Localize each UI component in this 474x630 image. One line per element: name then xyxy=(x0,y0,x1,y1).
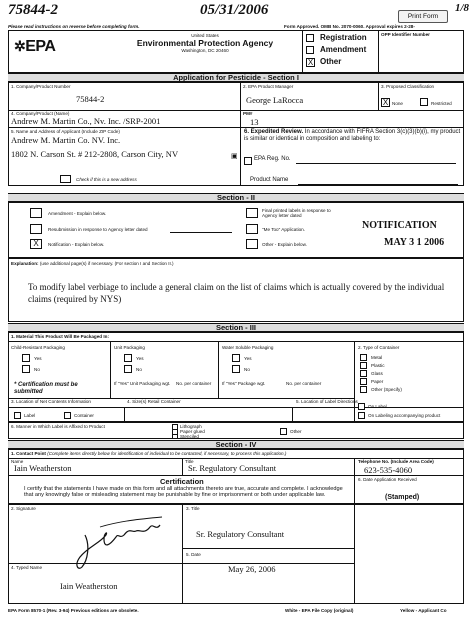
section2-title: Section - II xyxy=(8,193,464,202)
crp-label: Child-Resistant Packaging xyxy=(11,345,65,350)
f4-label: 4. Company/Product (Name) xyxy=(11,111,70,116)
container-glass-checkbox[interactable] xyxy=(360,370,367,377)
affix-paper-glued: Paper glued xyxy=(180,429,205,434)
stamped-label: (Stamped) xyxy=(385,494,420,501)
section1-title: Application for Pesticide - Section I xyxy=(8,73,464,82)
expedited-review-checkbox[interactable] xyxy=(244,157,252,165)
f2-label: 2. EPA Product Manager xyxy=(243,84,294,89)
form-number: EPA Form 8570-1 (Rev. 3-94) Previous editions are obsolete. xyxy=(8,608,139,613)
other-label: Other xyxy=(320,57,342,66)
date-label: 5. Date xyxy=(186,552,201,557)
new-address-checkbox[interactable] xyxy=(60,175,71,183)
applicant-name[interactable]: Andrew M. Martin Co. NV. Inc. xyxy=(11,135,121,145)
explanation-text[interactable]: To modify label verbiage to include a general claim on the list of claims which is actually covered by the individual claims (required by NYS) xyxy=(28,282,445,304)
net-container-checkbox[interactable] xyxy=(64,412,71,419)
container-other-label: Other (Specify) xyxy=(371,387,402,392)
expedited-review: 6. Expedited Review. In accordance with FIFRA Section 3(c)(3)(b)(i), my product is similar or identical in composition and labeling to: xyxy=(244,129,461,142)
typed-name[interactable]: Iain Weatherston xyxy=(60,581,118,591)
directions-labeling: On Labeling accompanying product xyxy=(368,413,441,418)
container-plastic-checkbox[interactable] xyxy=(360,362,367,369)
signature-label: 2. Signature xyxy=(11,506,36,511)
net-label-checkbox[interactable] xyxy=(14,412,21,419)
s3-f1-label: 1. Material This Product Will Be Packaged In: xyxy=(11,334,109,339)
directions-on-label-checkbox[interactable] xyxy=(358,403,365,410)
affix-other-checkbox[interactable] xyxy=(280,428,287,435)
opt-final-labels-label: Final printed labels in response to Agency letter dated xyxy=(262,208,331,219)
name-label: Name xyxy=(11,459,24,464)
wsp-yes-label: Yes xyxy=(244,356,252,361)
agency-name: Environmental Protection Agency xyxy=(136,38,274,49)
phone-label: Telephone No. (Include Area Code) xyxy=(358,459,434,464)
container-metal-label: Metal xyxy=(371,355,383,360)
date-received-label: 6. Date Application Received xyxy=(358,477,417,482)
address-arrow-icon: ▣ xyxy=(231,153,238,160)
wsp-wgt-label: If "Yes" Package wgt. xyxy=(222,381,266,386)
f1-label: 1. Company/Product Number xyxy=(11,84,71,89)
unit-yes-checkbox[interactable] xyxy=(124,354,132,362)
product-manager[interactable]: George LaRocca xyxy=(246,95,304,105)
wsp-yes-checkbox[interactable] xyxy=(232,354,240,362)
handwritten-product-number: 75844-2 xyxy=(8,2,58,18)
agency-address: Washington, DC 20460 xyxy=(181,48,229,54)
contact-point: 1. Contact Point (Complete items directly below for identification of individual to be contacted, if necessary, to process this application.) xyxy=(11,451,287,456)
directions-labeling-checkbox[interactable] xyxy=(358,412,365,419)
contact-name[interactable]: Iain Weatherston xyxy=(14,463,72,473)
container-paper-label: Paper xyxy=(371,379,384,384)
notification-stamp-date: MAY 3 1 2006 xyxy=(384,237,445,248)
opt-amendment-label: Amendment - Explain below. xyxy=(48,211,107,216)
affix-lithograph: Lithograph xyxy=(180,424,202,429)
container-metal-checkbox[interactable] xyxy=(360,354,367,361)
crp-no-checkbox[interactable] xyxy=(22,365,30,373)
opt-resubmission-checkbox[interactable] xyxy=(30,224,42,234)
f5-label: 5. Name and Address of Applicant (Include ZIP Code) xyxy=(11,129,120,134)
classification-restricted-label: Restricted xyxy=(431,101,452,106)
opt-notification-checkbox[interactable]: X xyxy=(30,239,42,249)
container-plastic-label: Plastic xyxy=(371,363,385,368)
amendment-checkbox[interactable] xyxy=(306,46,314,54)
affix-stenciled: Stenciled xyxy=(180,434,199,439)
s3-f6-label: 6. Manner in Which Label is Affixed to Product xyxy=(11,424,105,429)
classification-none-checkbox[interactable]: X xyxy=(382,98,389,107)
directions-on-label: On Label xyxy=(368,404,387,409)
print-form-button[interactable]: Print Form xyxy=(398,10,448,23)
product-name-label: Product Name xyxy=(250,177,289,183)
affix-stenciled-checkbox[interactable] xyxy=(172,434,178,439)
section3-title: Section - III xyxy=(8,323,464,332)
certification-text: I certify that the statements I have made on this form and all attachments thereto are true, accurate and complete. I acknowledge that any knowingly false or misleading statement may be punishable by fine or imprisonment or both under applicable law. xyxy=(24,486,343,499)
opt-me-too-label: "Me Too" Application. xyxy=(262,227,306,232)
classification-restricted-checkbox[interactable] xyxy=(420,98,428,106)
company-product-number[interactable]: 75844-2 xyxy=(76,94,105,104)
wsp-no-label: No xyxy=(244,367,250,372)
pm-label: PM# xyxy=(243,111,253,116)
opt-amendment-checkbox[interactable] xyxy=(30,208,42,218)
crp-yes-label: Yes xyxy=(34,356,42,361)
crp-yes-checkbox[interactable] xyxy=(22,354,30,362)
s3-f3-label: 3. Location of Net Contents Information xyxy=(11,399,91,404)
s3-f5-label: 5. Location of Label Directions xyxy=(296,399,358,404)
copy-yellow: Yellow - Applicant Co xyxy=(400,608,447,613)
section4-title: Section - IV xyxy=(8,440,464,449)
agency-line1: United States xyxy=(191,33,219,38)
signature-date[interactable]: May 26, 2006 xyxy=(228,564,276,574)
wsp-no-checkbox[interactable] xyxy=(232,365,240,373)
container-paper-checkbox[interactable] xyxy=(360,378,367,385)
container-other-checkbox[interactable] xyxy=(360,386,367,393)
title3-label: 3. Title xyxy=(186,506,200,511)
s3-f4-label: 4. Size(s) Retail Container xyxy=(127,399,181,404)
applicant-address[interactable]: 1802 N. Carson St. # 212-2808, Carson City, NV xyxy=(11,149,179,159)
company-product-name[interactable]: Andrew M. Martin Co., Nv. Inc. /SRP-2001 xyxy=(11,116,161,126)
other-checkbox[interactable]: X xyxy=(307,58,314,67)
unit-yes-label: Yes xyxy=(136,356,144,361)
unit-packaging-label: Unit Packaging xyxy=(114,345,145,350)
opp-identifier-label: OPP Identifier Number xyxy=(381,32,430,37)
opt-other-label: Other - Explain below. xyxy=(262,242,307,247)
classification-none-label: None xyxy=(392,101,403,106)
signature-scribble[interactable] xyxy=(60,505,170,575)
registration-label: Registration xyxy=(320,33,367,42)
opt-final-labels-checkbox[interactable] xyxy=(246,208,258,218)
registration-checkbox[interactable] xyxy=(306,34,314,42)
container-type-label: 2. Type of Container xyxy=(358,345,400,350)
amendment-label: Amendment xyxy=(320,45,367,54)
instructions-note: Please read instructions on reverse before completing form. xyxy=(8,24,140,29)
unit-wgt-label: If "Yes" Unit Packaging wgt. xyxy=(114,381,171,386)
unit-no-per-container-label: No. per container xyxy=(176,381,212,386)
unit-no-checkbox[interactable] xyxy=(124,365,132,373)
opt-other-checkbox[interactable] xyxy=(246,239,258,249)
opt-notification-label: Notification - Explain below. xyxy=(48,242,105,247)
contact-phone[interactable]: 623-535-4060 xyxy=(364,465,413,475)
certification-title: Certification xyxy=(160,477,204,486)
pm-number[interactable]: 13 xyxy=(250,117,259,127)
omb-note: Form Approved. OMB No. 2070-0060. Approval expires 2-28- xyxy=(284,24,415,29)
unit-no-label: No xyxy=(136,367,142,372)
handwritten-date: 05/31/2006 xyxy=(200,2,269,18)
signer-title[interactable]: Sr. Regulatory Consultant xyxy=(196,529,285,539)
net-label-label: Label xyxy=(24,413,36,418)
copy-white: White - EPA File Copy (original) xyxy=(285,608,354,613)
container-glass-label: Glass xyxy=(371,371,383,376)
certification-note: * Certification must be submitted xyxy=(14,382,78,395)
explanation-label: Explanation: (use additional page(s) if necessary. (For section I and Section II.) xyxy=(11,261,174,266)
opt-me-too-checkbox[interactable] xyxy=(246,224,258,234)
opt-resubmission-label: Resubmission in response to Agency letter dated xyxy=(48,227,148,232)
typed-name-label: 4. Typed Name xyxy=(11,565,43,570)
crp-no-label: No xyxy=(34,367,40,372)
wsp-label: Water Soluble Packaging xyxy=(222,345,274,350)
contact-title[interactable]: Sr. Regulatory Consultant xyxy=(188,463,277,473)
handwritten-page: 1/8 xyxy=(455,2,470,14)
new-address-label: Check if this is a new address xyxy=(76,177,137,182)
net-container-label: Container xyxy=(74,413,94,418)
epa-logo: ✲EPA xyxy=(14,38,56,55)
epa-logo-mark-icon: ✲ xyxy=(14,38,26,54)
notification-stamp: NOTIFICATION xyxy=(362,220,437,231)
title-label: Title xyxy=(185,459,194,464)
epa-reg-label: EPA Reg. No. xyxy=(254,156,291,162)
wsp-no-per-container-label: No. per container xyxy=(286,381,322,386)
affix-other-label: Other xyxy=(290,429,302,434)
f3-label: 3. Proposed Classification xyxy=(381,84,435,89)
